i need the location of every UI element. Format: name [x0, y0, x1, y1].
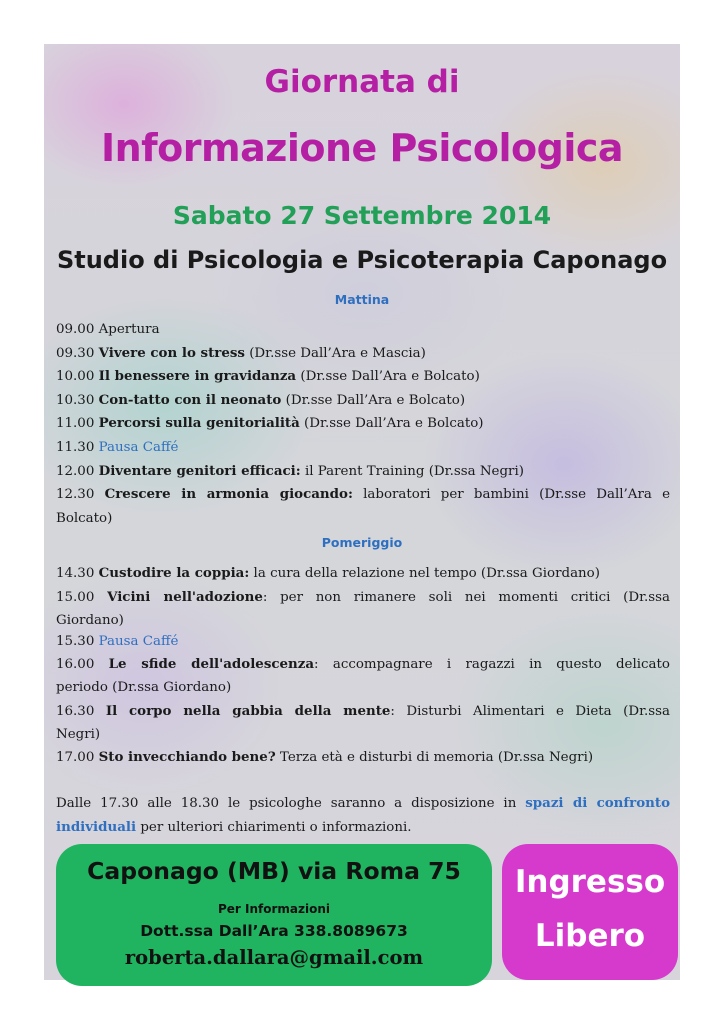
schedule-detail: la cura della relazione nel tempo (Dr.ssa Giordano) [249, 566, 600, 581]
poster [44, 44, 680, 980]
schedule-time: 09.30 [56, 346, 95, 361]
note-text: Dalle 17.30 alle 18.30 le psicologhe saranno a disposizione in [56, 796, 526, 811]
schedule-detail: Bolcato) [56, 511, 113, 526]
note-highlight: spazi di confronto individuali [56, 795, 671, 835]
schedule-time: 16.30 [56, 704, 95, 719]
schedule-detail: Terza età e disturbi di memoria (Dr.ssa Negri) [275, 750, 594, 765]
schedule-time: 16.00 [56, 657, 95, 672]
schedule-item [56, 389, 670, 413]
afternoon-heading: Pomeriggio [321, 535, 403, 550]
schedule-detail: : Disturbi Alimentari e Dieta (Dr.ssa [390, 704, 670, 719]
schedule-title: Crescere in armonia giocando: [104, 486, 353, 502]
schedule-detail: Giordano) [56, 613, 124, 628]
schedule-item-continued [56, 507, 670, 531]
schedule-item-break [56, 630, 670, 654]
schedule-detail: periodo (Dr.ssa Giordano) [56, 680, 232, 695]
coffee-break: Pausa Caffé [98, 634, 179, 649]
free-entry-word-1: Ingresso [514, 864, 666, 900]
schedule-item [56, 412, 670, 436]
contact-box [56, 844, 492, 986]
schedule-title: Il corpo nella gabbia della mente [105, 703, 391, 719]
event-date: Sabato 27 Settembre 2014 [172, 201, 552, 230]
schedule-title: Vivere con lo stress [98, 345, 245, 361]
title-line-2: Informazione Psicologica [100, 126, 624, 170]
contact-email: roberta.dallara@gmail.com [124, 946, 424, 969]
schedule-time: 15.30 [56, 634, 95, 649]
schedule-title: Il benessere in gravidanza [98, 368, 297, 384]
schedule-detail: Negri) [56, 727, 101, 742]
schedule-time: 15.00 [56, 590, 95, 605]
note-text-end: per ulteriori chiarimenti o informazioni. [136, 819, 412, 835]
schedule-title: Diventare genitori efficaci: [98, 463, 301, 479]
schedule-item [56, 746, 670, 770]
schedule-time: 11.00 [56, 416, 95, 431]
schedule-detail: (Dr.sse Dall’Ara e Bolcato) [281, 393, 466, 408]
schedule-title: Con-tatto con il neonato [98, 392, 282, 408]
schedule-item [56, 483, 670, 507]
schedule-item [56, 342, 670, 366]
schedule-title: Custodire la coppia: [98, 565, 250, 581]
schedule-text: Apertura [98, 322, 160, 337]
schedule-item [56, 365, 670, 389]
schedule-item [56, 586, 670, 610]
coffee-break: Pausa Caffé [98, 440, 179, 455]
contact-phone: Dott.ssa Dall’Ara 338.8089673 [140, 922, 408, 940]
schedule-title: Sto invecchiando bene? [98, 749, 276, 765]
schedule-detail: (Dr.sse Dall’Ara e Bolcato) [299, 416, 484, 431]
schedule-time: 10.30 [56, 393, 95, 408]
schedule-title: Le sfide dell'adolescenza [108, 656, 315, 672]
schedule-time: 14.30 [56, 566, 95, 581]
schedule-time: 12.30 [56, 487, 95, 502]
schedule-item-continued [56, 676, 670, 700]
schedule-detail: (Dr.sse Dall’Ara e Bolcato) [296, 369, 480, 384]
schedule-item [56, 562, 670, 586]
schedule-item-break [56, 436, 670, 460]
schedule-title: Percorsi sulla genitorialità [98, 415, 300, 431]
morning-heading: Mattina [334, 292, 390, 307]
schedule-title: Vicini nell'adozione [107, 589, 263, 605]
individual-sessions-note [56, 792, 670, 839]
schedule-time: 10.00 [56, 369, 95, 384]
schedule-item [56, 700, 670, 724]
schedule-time: 12.00 [56, 464, 95, 479]
venue-name: Studio di Psicologia e Psicoterapia Caponago [56, 246, 668, 274]
schedule-item [56, 460, 670, 484]
schedule-detail: il Parent Training (Dr.ssa Negri) [300, 464, 524, 479]
free-entry-word-2: Libero [534, 918, 646, 954]
schedule-item [56, 318, 670, 342]
info-label: Per Informazioni [217, 902, 331, 916]
free-entry-box [502, 844, 678, 980]
schedule-detail: (Dr.sse Dall’Ara e Mascia) [244, 346, 426, 361]
schedule-detail: : accompagnare i ragazzi in questo delicato [314, 657, 670, 672]
title-line-1: Giornata di [264, 64, 460, 100]
address: Caponago (MB) via Roma 75 [87, 857, 461, 885]
schedule-detail: laboratori per bambini (Dr.sse Dall’Ara e [352, 487, 670, 502]
schedule-time: 17.00 [56, 750, 95, 765]
schedule-time: 11.30 [56, 440, 95, 455]
schedule-item [56, 653, 670, 677]
schedule-detail: : per non rimanere soli nei momenti critici (Dr.ssa [262, 590, 670, 605]
schedule-item-continued [56, 723, 670, 747]
schedule-time: 09.00 [56, 322, 95, 337]
